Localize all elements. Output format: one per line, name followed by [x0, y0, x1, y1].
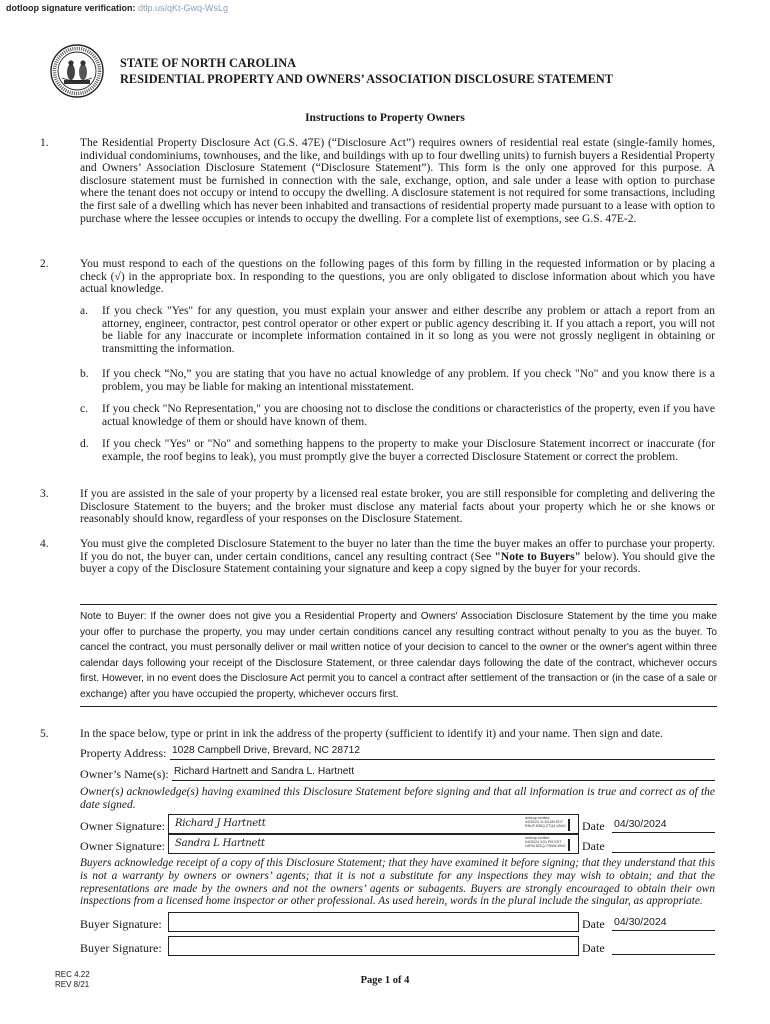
buyer-acknowledgement: Buyers acknowledge receipt of a copy of this Disclosure Statement; that they have examined it before signing; that they understand that this is not a warranty by owners or owners’ agents; that it is not a substitute for any inspections they may wish to obtain; and that the representations are made by the owners and not the owners’ agents or subagents. Buyers are strongly encouraged to obtain their own inspections from a licensed home inspector or other professional. As used herein, words in the plural include the singular, as appropriate. — [80, 857, 715, 908]
item-text: You must respond to each of the questions on the following pages of this form by filling in the requested information or by placing a check (√) in the appropriate box. In responding to the questions, you are only obligated to disclose information about which you have actual knowledge. — [80, 258, 715, 296]
subitem-letter: a. — [80, 305, 88, 317]
verification-label: dotloop signature verification: — [6, 3, 136, 13]
item-number: 2. — [40, 258, 49, 270]
owner-signature: Richard J Hartnett — [175, 818, 266, 829]
date-field[interactable] — [612, 839, 715, 853]
footer-rec: REC 4.22 — [55, 970, 90, 979]
owners-name-value: Richard Hartnett and Sandra L. Hartnett — [174, 766, 355, 777]
stamp-line: dotloop verified — [525, 816, 550, 820]
buyer-signature-box[interactable] — [168, 936, 579, 956]
stamp-line: 04/30/24 3:01 PM EDT — [525, 840, 562, 845]
item-text-part: below). You should give the buyer a copy of the Disclosure Statement containing your signature and keep a copy signed by the buyer for your records. — [80, 550, 716, 576]
subitem-text: If you check "No Representation," you are choosing not to disclose the conditions or characteristics of the property, even if you have actual knowledge of them or should have known of them. — [102, 403, 715, 428]
item-number: 4. — [40, 538, 49, 550]
page-number: Page 1 of 4 — [360, 975, 410, 986]
owner-signature-box[interactable] — [168, 814, 579, 834]
subitem-letter: c. — [80, 403, 88, 415]
note-to-buyer: Note to Buyer: If the owner does not give you a Residential Property and Owners' Association Disclosure Statement by the time you make your offer to purchase the property, you may under certain conditions cancel any resulting contract without penalty to you as the buyer. To cancel the contract, you must personally deliver or mail written notice of your decision to cancel to the owner or the owner's agent within three calendar days following your receipt of the Disclosure Statement, or three calendar days following the date of the contract, whichever occurs first. However, in no event does the Disclosure Act permit you to cancel a contract after settlement of the transaction or (in the case of a sale or exchange) after you have occupied the property, whichever occurs first. — [80, 604, 717, 707]
signature-marker-icon — [568, 819, 570, 831]
footer-rev: REV 8/21 — [55, 980, 90, 989]
item-number: 5. — [40, 728, 49, 740]
verification-line — [6, 3, 228, 13]
owners-name-label: Owner’s Name(s): — [80, 767, 169, 781]
date-label: Date — [582, 819, 605, 833]
item-text: If you are assisted in the sale of your property by a licensed real estate broker, you are still responsible for completing and delivering the Disclosure Statement to the buyers; and the broker must disclose any material facts about your property which he or she knows or reasonably should know, regardless of your responses on the Disclosure Statement. — [80, 488, 715, 526]
buyer-signature-box[interactable] — [168, 912, 579, 932]
instructions-title: Instructions to Property Owners — [305, 112, 465, 124]
date-value: 04/30/2024 — [614, 818, 667, 830]
document-header — [120, 55, 613, 87]
item-text: The Residential Property Disclosure Act (G.S. 47E) (“Disclosure Act”) requires owners of residential real estate (single-family homes, individual condominiums, townhouses, and the like, and buildings with up to four dwelling units) to furnish buyers a Residential Property and Owners’ Association Disclosure Statement (“Disclosure Statement”). This form is the only one approved for this purpose. A disclosure statement must be furnished in connection with the sale, exchange, option, and sale under a lease with option to purchase where the tenant does not occupy or intend to occupy the dwelling. A disclosure statement is not required for some transactions, including the first sale of a dwelling which has never been inhabited and transactions of residential property made pursuant to a lease with option to purchase where the lessee occupies or intends to occupy the dwelling. For a complete list of exemptions, see G.S. 47E-2. — [80, 137, 715, 225]
owner-signature: Sandra L Hartnett — [175, 838, 265, 849]
signature-verification-stamp — [525, 816, 566, 829]
signature-verification-stamp — [525, 836, 565, 849]
item-text-part: You must give the completed Disclosure Statement to the buyer no later than the time the buyer makes an offer to purchase your property. If you do not, the buyer can, under certain conditions, cancel any resulting contract (See — [80, 538, 715, 563]
item-number: 1. — [40, 137, 49, 149]
stamp-line: L6FW-8Z1Q-TSNW-WNJ — [525, 844, 566, 849]
subitem-letter: d. — [80, 438, 89, 450]
date-value: 04/30/2024 — [614, 916, 667, 928]
owner-acknowledgement: Owner(s) acknowledge(s) having examined this Disclosure Statement before signing and that all information is true and correct as of the date signed. — [80, 786, 715, 811]
owner-signature-label: Owner Signature: — [80, 819, 165, 833]
owner-signature-box[interactable] — [168, 834, 579, 854]
property-address-value: 1028 Campbell Drive, Brevard, NC 28712 — [172, 745, 360, 756]
subitem-text: If you check "Yes" or "No" and something happens to the property to make your Disclosure Statement incorrect or inaccurate (for example, the roof begins to leak), you must promptly give the buyer a corrected Disclosure Statement or correct the problem. — [102, 438, 715, 463]
stamp-line: RNUF-BBIQ-ZTQ4-VAVU — [525, 824, 566, 829]
signature-marker-icon — [568, 839, 570, 851]
item-number: 3. — [40, 488, 49, 500]
subitem-text: If you check “No,” you are stating that you have no actual knowledge of any problem. If you check "No" and you know there is a problem, you may be liable for making an intentional misstatement. — [102, 368, 715, 393]
subitem-letter: b. — [80, 368, 89, 380]
header-title: RESIDENTIAL PROPERTY AND OWNERS’ ASSOCIATION DISCLOSURE STATEMENT — [120, 72, 613, 86]
buyer-signature-label: Buyer Signature: — [80, 917, 162, 931]
property-address-label: Property Address: — [80, 746, 167, 760]
header-state: STATE OF NORTH CAROLINA — [120, 56, 296, 70]
date-field[interactable] — [612, 941, 715, 955]
state-seal-icon — [50, 44, 104, 98]
buyer-signature-label: Buyer Signature: — [80, 941, 162, 955]
note-to-buyers-ref: "Note to Buyers" — [494, 550, 581, 563]
date-label: Date — [582, 839, 605, 853]
item-text — [80, 538, 715, 576]
verification-link[interactable]: dtlp.us/qKt-Gwq-WsLg — [138, 3, 229, 13]
item-text: In the space below, type or print in ink the address of the property (sufficient to identify it) and your name. Then sign and date. — [80, 728, 663, 740]
date-label: Date — [582, 917, 605, 931]
date-label: Date — [582, 941, 605, 955]
subitem-text: If you check "Yes" for any question, you must explain your answer and either describe any problem or attach a report from an attorney, engineer, contractor, pest control operator or other expert or public agency describing it. If you attach a report, you will not be liable for any inaccurate or incomplete information contained in it so long as you were not grossly negligent in obtaining or transmitting the information. — [102, 305, 715, 355]
stamp-line: 04/30/24 11:54 AM EDT — [525, 820, 564, 825]
stamp-line: dotloop verified — [525, 836, 550, 840]
owner-signature-label: Owner Signature: — [80, 839, 165, 853]
